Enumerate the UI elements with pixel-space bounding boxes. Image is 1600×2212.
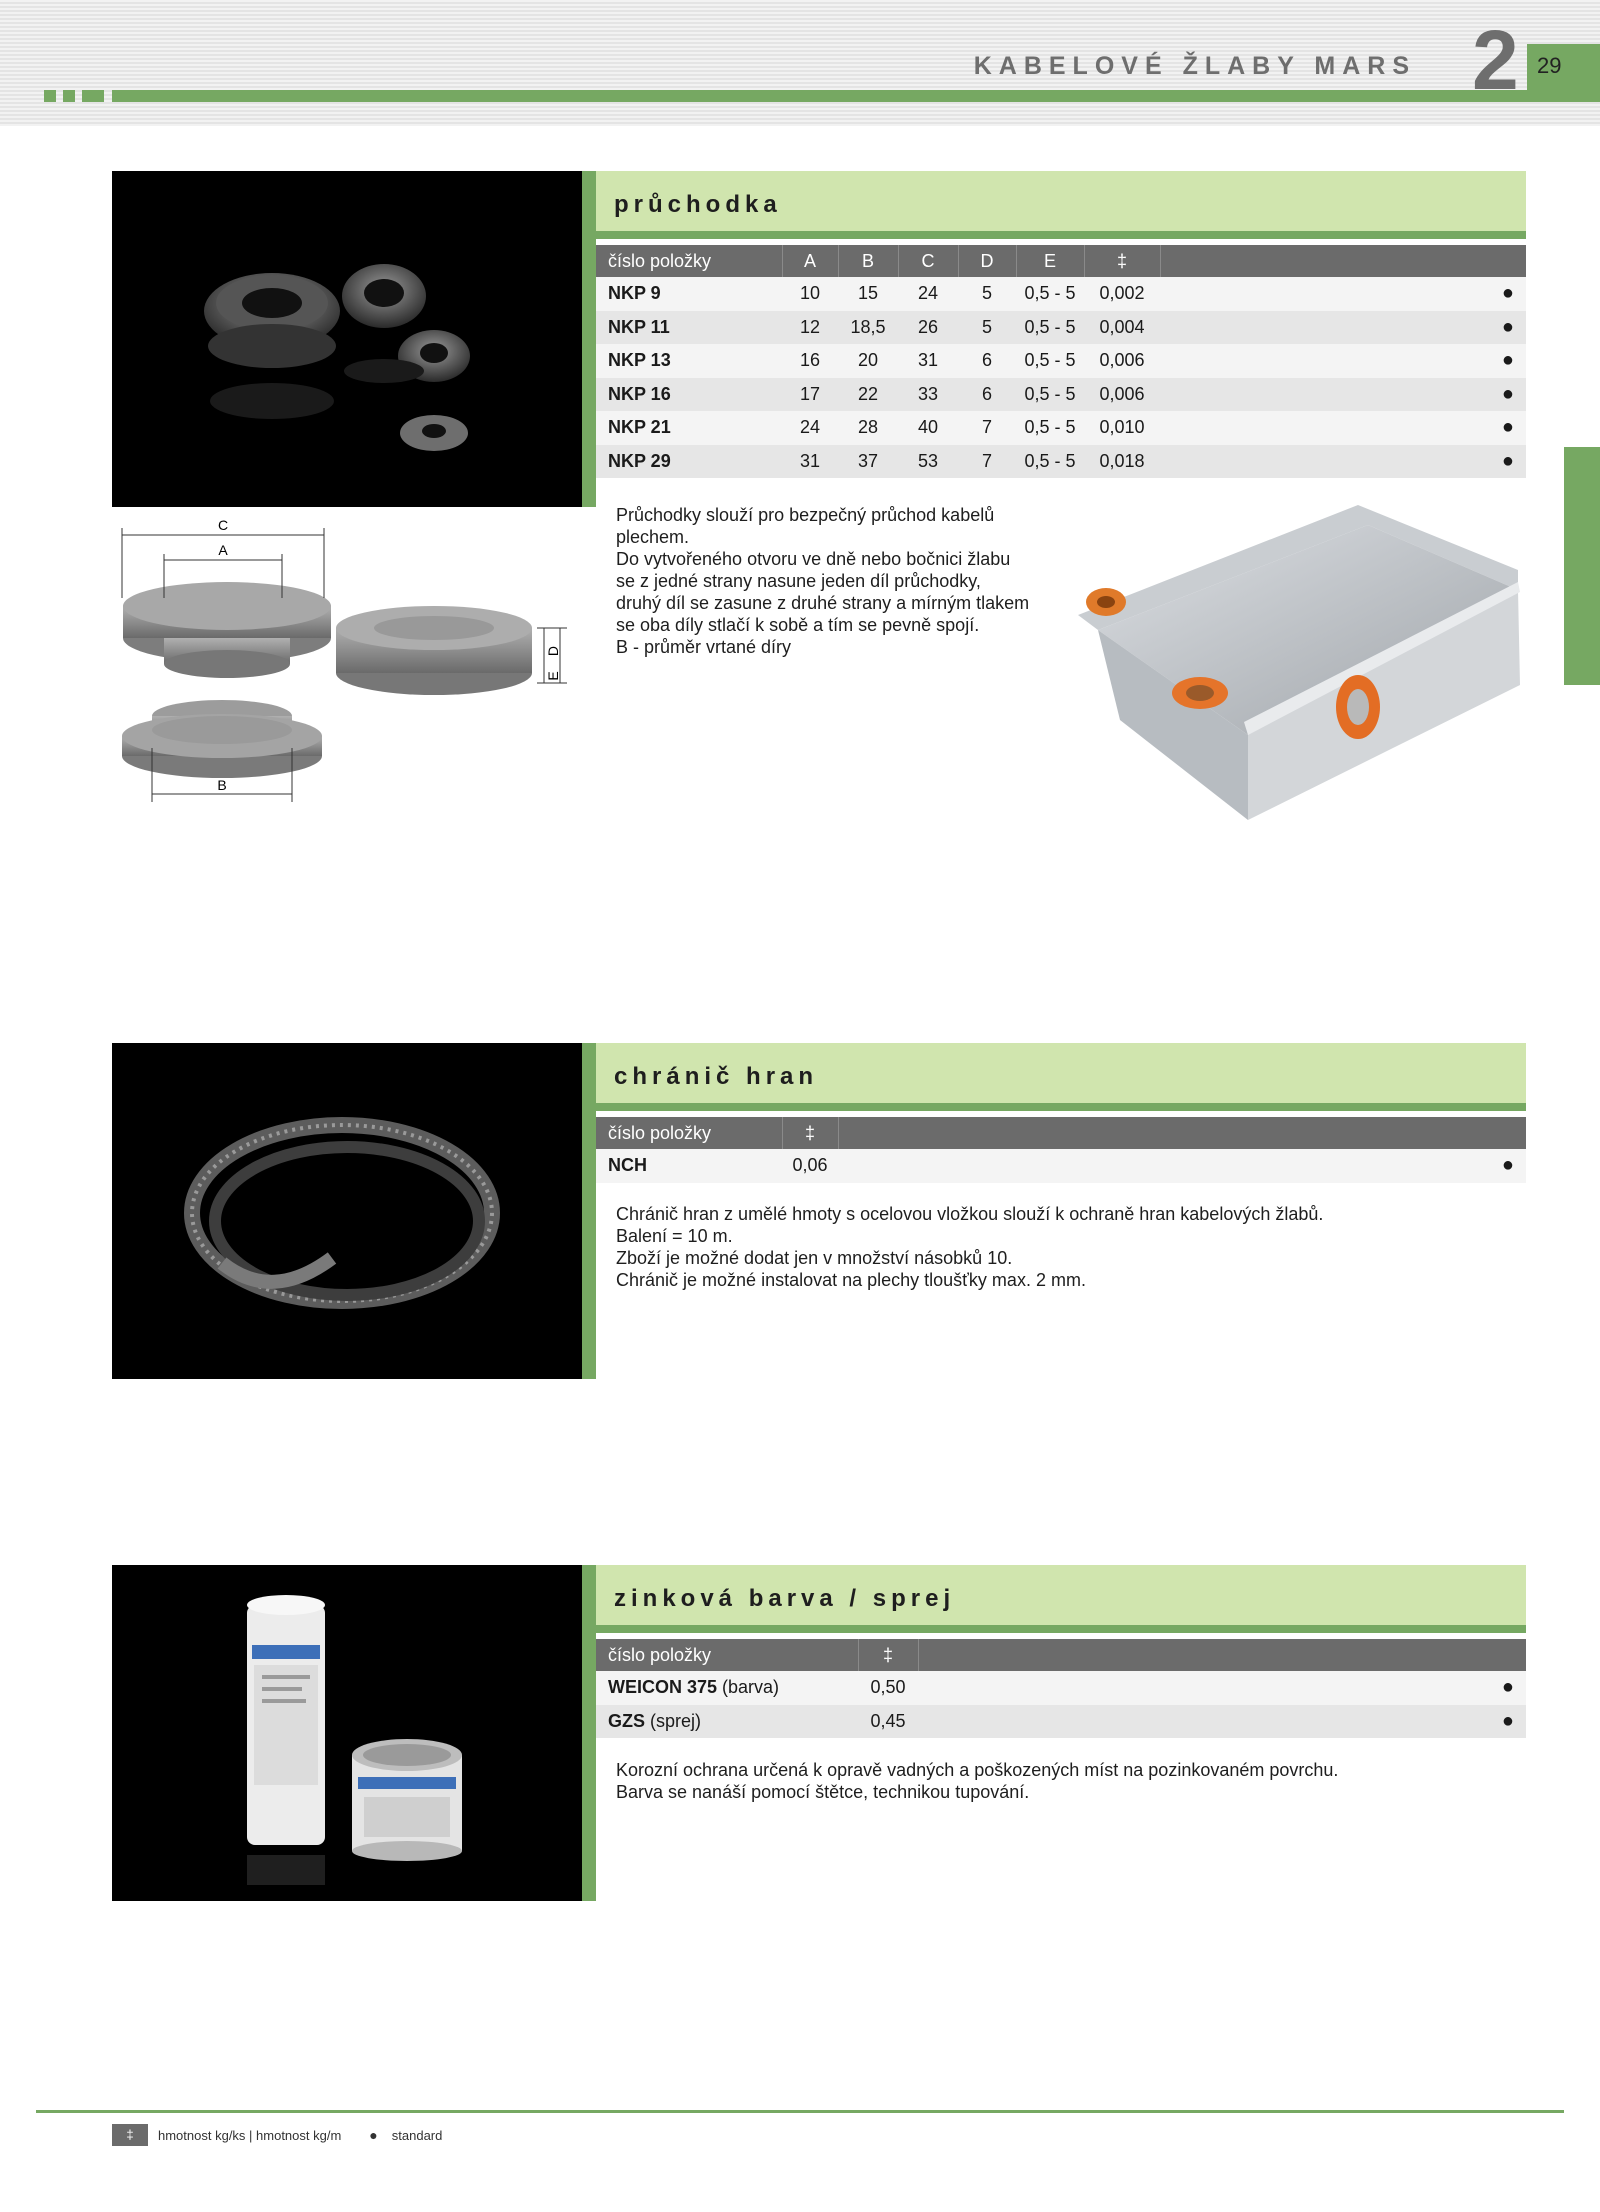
item-code: NKP 13: [596, 344, 782, 378]
table-row: [596, 411, 1526, 445]
standard-dot: ●: [1160, 344, 1526, 378]
cell-weight: 0,006: [1084, 378, 1160, 412]
desc-line: B - průměr vrtané díry: [616, 637, 792, 657]
dim-label-b: B: [217, 777, 227, 793]
table-row: [596, 445, 1526, 479]
cell-b: 37: [838, 445, 898, 479]
desc-line: plechem.: [616, 527, 690, 547]
standard-dot: ●: [918, 1671, 1526, 1705]
dim-label-e: E: [545, 671, 561, 681]
dim-label-d: D: [545, 645, 561, 657]
table-row: [596, 1705, 1526, 1739]
section-title-band: [596, 171, 1526, 239]
desc-line: Chránič hran z umělé hmoty s ocelovou vložkou slouží k ochraně hran kabelových žlabů.: [616, 1204, 1324, 1224]
item-code-cell: [596, 1671, 858, 1705]
cell-weight: 0,006: [1084, 344, 1160, 378]
cell-weight: 0,004: [1084, 311, 1160, 345]
page-title: KABELOVÉ ŽLABY MARS: [973, 52, 1416, 80]
section-title: zinková barva / sprej: [614, 1585, 956, 1612]
cell-e: 0,5 - 5: [1016, 277, 1084, 311]
standard-dot: ●: [1160, 277, 1526, 311]
item-code: NKP 29: [596, 445, 782, 479]
zinc-paint-description: [616, 1759, 1516, 1803]
table-row: [596, 344, 1526, 378]
cell-d: 5: [958, 277, 1016, 311]
desc-line: Chránič je možné instalovat na plechy tloušťky max. 2 mm.: [616, 1270, 1086, 1290]
zinc-paint-photo: [112, 1565, 582, 1901]
dim-label-c: C: [217, 517, 229, 533]
col-header-b: B: [838, 245, 898, 277]
cell-b: 20: [838, 344, 898, 378]
cable-tray-photo: [1058, 490, 1526, 850]
standard-dot: ●: [1160, 445, 1526, 479]
page-number-box: [1527, 44, 1600, 90]
standard-dot: ●: [1160, 411, 1526, 445]
item-variant: (sprej): [645, 1710, 702, 1731]
cell-a: 17: [782, 378, 838, 412]
section-title: průchodka: [614, 191, 782, 218]
standard-dot: ●: [1160, 311, 1526, 345]
grommet-spec-table: [596, 245, 1526, 478]
table-row: [596, 1671, 1526, 1705]
grommet-photo: [112, 171, 582, 507]
cell-d: 7: [958, 411, 1016, 445]
col-header-c: C: [898, 245, 958, 277]
col-header-item: číslo položky: [596, 1117, 782, 1149]
section-title: chránič hran: [614, 1063, 819, 1090]
col-header-e: E: [1016, 245, 1084, 277]
table-row: [596, 311, 1526, 345]
cell-e: 0,5 - 5: [1016, 311, 1084, 345]
cell-a: 16: [782, 344, 838, 378]
desc-line: se oba díly stlačí k sobě a tím se pevně spojí.: [616, 615, 980, 635]
table-header-row: [596, 1117, 1526, 1149]
cell-weight: 0,018: [1084, 445, 1160, 479]
item-code: NKP 16: [596, 378, 782, 412]
col-header-weight: ‡: [1084, 245, 1160, 277]
standard-legend-label: standard: [391, 2127, 443, 2143]
page-number: 29: [1537, 53, 1562, 78]
cell-a: 31: [782, 445, 838, 479]
cell-e: 0,5 - 5: [1016, 378, 1084, 412]
table-row: [596, 378, 1526, 412]
desc-line: Barva se nanáší pomocí štětce, technikou tupování.: [616, 1782, 1030, 1802]
desc-line: Balení = 10 m.: [616, 1226, 733, 1246]
dim-label-a: A: [218, 542, 228, 558]
cell-d: 6: [958, 344, 1016, 378]
cell-d: 5: [958, 311, 1016, 345]
desc-line: Do vytvořeného otvoru ve dně nebo bočnici žlabu: [616, 549, 1011, 569]
grommet-description: [616, 504, 1046, 658]
cell-a: 12: [782, 311, 838, 345]
item-code: WEICON 375: [608, 1677, 718, 1698]
footer-legend: [112, 2124, 442, 2146]
section-accent-bar: [582, 1565, 596, 1901]
cell-a: 10: [782, 277, 838, 311]
weight-symbol: ‡: [112, 2124, 148, 2146]
standard-dot: ●: [918, 1705, 1526, 1739]
col-header-spacer: [918, 1639, 1526, 1671]
cell-c: 53: [898, 445, 958, 479]
cell-e: 0,5 - 5: [1016, 445, 1084, 479]
cell-weight: 0,002: [1084, 277, 1160, 311]
table-row: [596, 1149, 1526, 1183]
col-header-weight: ‡: [782, 1117, 838, 1149]
cell-d: 7: [958, 445, 1016, 479]
cell-b: 15: [838, 277, 898, 311]
cell-c: 40: [898, 411, 958, 445]
col-header-spacer: [838, 1117, 1526, 1149]
item-variant: (barva): [717, 1677, 780, 1698]
header-rule: [112, 90, 1600, 102]
cell-c: 26: [898, 311, 958, 345]
item-code: GZS: [608, 1710, 646, 1731]
grommet-dimension-drawing: [112, 508, 582, 810]
cell-c: 33: [898, 378, 958, 412]
table-row: [596, 277, 1526, 311]
table-header-row: [596, 245, 1526, 277]
col-header-a: A: [782, 245, 838, 277]
col-header-d: D: [958, 245, 1016, 277]
item-code-cell: [596, 1705, 858, 1739]
cell-b: 18,5: [838, 311, 898, 345]
cell-c: 24: [898, 277, 958, 311]
zinc-paint-spec-table: [596, 1639, 1526, 1738]
cell-weight: 0,06: [782, 1149, 838, 1183]
cell-weight: 0,010: [1084, 411, 1160, 445]
desc-line: se z jedné strany nasune jeden díl průchodky,: [616, 571, 981, 591]
item-code: NCH: [596, 1149, 782, 1183]
desc-line: Korozní ochrana určená k opravě vadných a poškozených míst na pozinkovaném povrchu.: [616, 1760, 1339, 1780]
item-code: NKP 9: [596, 277, 782, 311]
weight-legend-label: hmotnost kg/ks | hmotnost kg/m: [158, 2127, 342, 2143]
cell-e: 0,5 - 5: [1016, 411, 1084, 445]
cell-b: 28: [838, 411, 898, 445]
standard-dot: ●: [838, 1149, 1526, 1183]
col-header-item: číslo položky: [596, 245, 782, 277]
item-code: NKP 11: [596, 311, 782, 345]
section-title-band: [596, 1565, 1526, 1633]
standard-dot-icon: ●: [369, 2127, 378, 2143]
cell-c: 31: [898, 344, 958, 378]
cell-a: 24: [782, 411, 838, 445]
desc-line: druhý díl se zasune z druhé strany a mírným tlakem: [616, 593, 1030, 613]
section-accent-bar: [582, 1043, 596, 1379]
table-header-row: [596, 1639, 1526, 1671]
cell-b: 22: [838, 378, 898, 412]
cell-e: 0,5 - 5: [1016, 344, 1084, 378]
chapter-number: 2: [1472, 13, 1519, 107]
cell-d: 6: [958, 378, 1016, 412]
cell-weight: 0,50: [858, 1671, 918, 1705]
item-code: NKP 21: [596, 411, 782, 445]
col-header-item: číslo položky: [596, 1639, 858, 1671]
desc-line: Zboží je možné dodat jen v množství násobků 10.: [616, 1248, 1013, 1268]
header-decor-squares: [44, 90, 104, 102]
desc-line: Průchodky slouží pro bezpečný průchod kabelů: [616, 505, 995, 525]
cell-weight: 0,45: [858, 1705, 918, 1739]
footer-rule: [36, 2110, 1564, 2113]
edge-protector-photo: [112, 1043, 582, 1379]
section-title-band: [596, 1043, 1526, 1111]
section-accent-bar: [582, 171, 596, 507]
chapter-side-tab: [1564, 447, 1600, 685]
edge-protector-description: [616, 1203, 1516, 1291]
standard-dot: ●: [1160, 378, 1526, 412]
col-header-spacer: [1160, 245, 1526, 277]
edge-protector-spec-table: [596, 1117, 1526, 1183]
col-header-weight: ‡: [858, 1639, 918, 1671]
